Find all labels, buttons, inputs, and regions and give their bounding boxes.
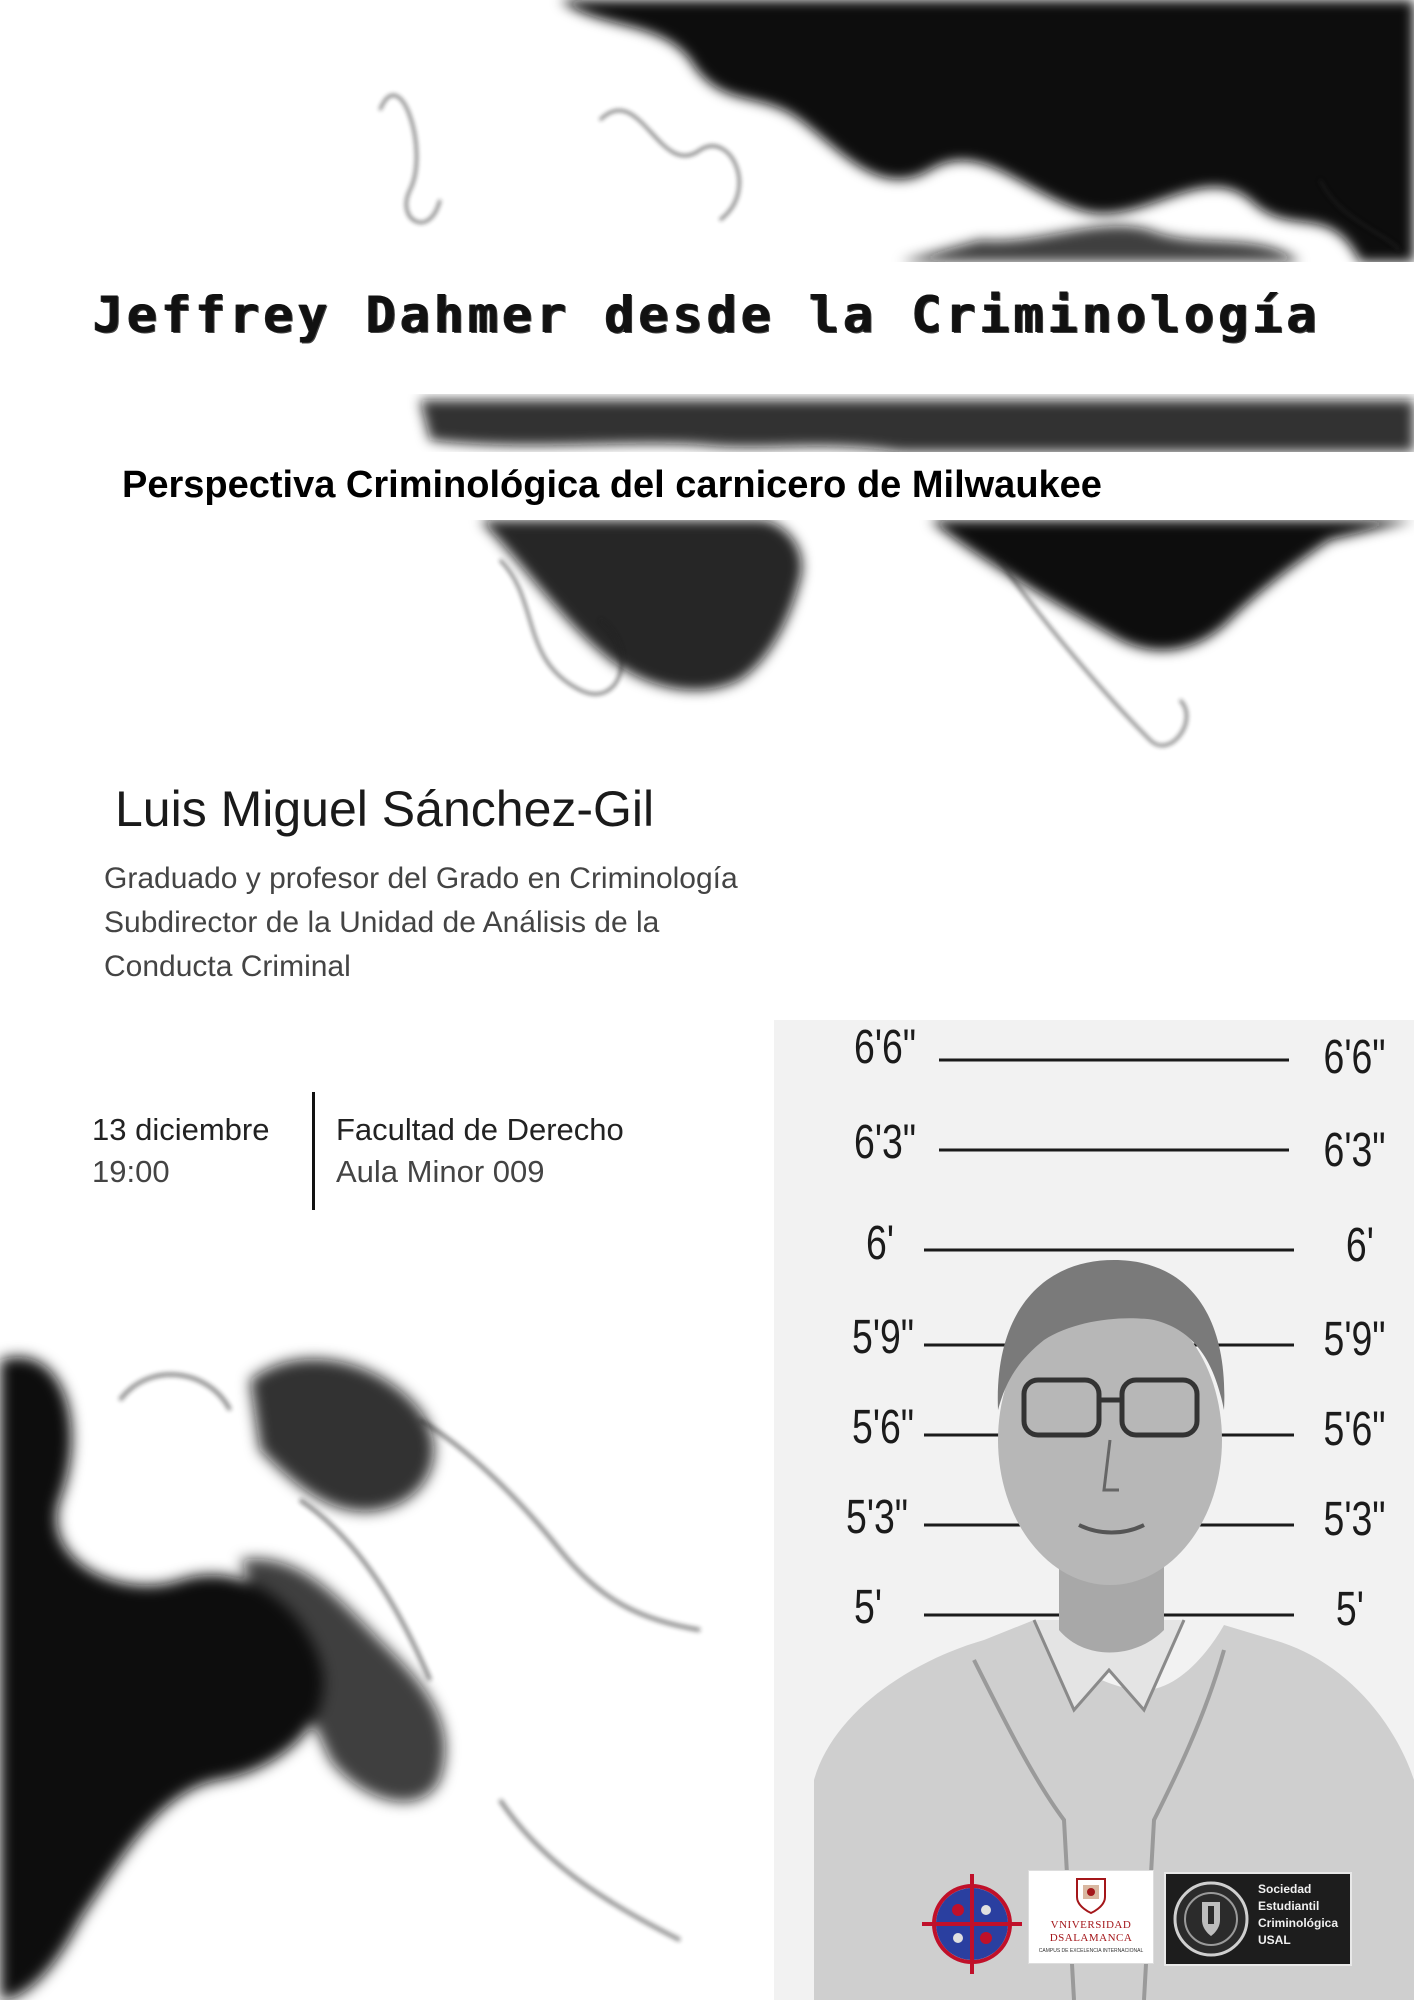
usal-logo-line2: DSALAMANCA bbox=[1049, 1932, 1133, 1944]
usal-logo-line1: VNIVERSIDAD bbox=[1050, 1919, 1132, 1931]
speaker-name: Luis Miguel Sánchez-Gil bbox=[115, 781, 655, 837]
height-label-right: 6'3" bbox=[1323, 1124, 1386, 1177]
crosshair-logo bbox=[918, 1870, 1026, 1978]
event-title: Jeffrey Dahmer desde la Criminología bbox=[93, 286, 1321, 344]
society-logo bbox=[1164, 1872, 1352, 1966]
speaker-role-line: Graduado y profesor del Grado en Criminología bbox=[104, 862, 738, 895]
event-room: Aula Minor 009 bbox=[336, 1154, 545, 1189]
height-label-left: 6'6" bbox=[854, 1021, 917, 1074]
height-label-left: 6' bbox=[866, 1217, 894, 1270]
event-subtitle: Perspectiva Criminológica del carnicero de Milwaukee bbox=[122, 464, 1102, 506]
society-seal-icon bbox=[1172, 1880, 1250, 1958]
height-label-left: 5' bbox=[854, 1581, 882, 1634]
society-logo-line4: USAL bbox=[1258, 1933, 1291, 1947]
height-label-left: 6'3" bbox=[854, 1116, 917, 1169]
society-logo-line2: Estudiantil bbox=[1258, 1899, 1320, 1913]
height-label-right: 5'9" bbox=[1323, 1313, 1386, 1366]
speaker-role-line: Conducta Criminal bbox=[104, 950, 351, 983]
height-label-right: 6' bbox=[1346, 1219, 1374, 1272]
event-venue: Facultad de Derecho bbox=[336, 1112, 624, 1147]
usal-crest-icon bbox=[1073, 1875, 1109, 1915]
height-label-left: 5'3" bbox=[846, 1491, 909, 1544]
ink-smoke-bottom bbox=[0, 1300, 780, 2000]
speaker-role-line: Subdirector de la Unidad de Análisis de la bbox=[104, 906, 660, 939]
society-logo-line1: Sociedad bbox=[1258, 1882, 1312, 1896]
mugshot-photo bbox=[774, 1020, 1414, 2000]
height-label-right: 5' bbox=[1336, 1583, 1364, 1636]
height-label-right: 5'6" bbox=[1323, 1403, 1386, 1456]
event-date: 13 diciembre bbox=[92, 1112, 270, 1147]
event-time: 19:00 bbox=[92, 1154, 170, 1189]
height-label-left: 5'6" bbox=[852, 1401, 915, 1454]
height-label-right: 6'6" bbox=[1323, 1031, 1386, 1084]
society-logo-line3: Criminológica bbox=[1258, 1916, 1339, 1930]
usal-logo bbox=[1028, 1870, 1154, 1964]
usal-logo-line3: CAMPUS DE EXCELENCIA INTERNACIONAL bbox=[1038, 1948, 1144, 1954]
height-label-right: 5'3" bbox=[1323, 1493, 1386, 1546]
info-divider bbox=[312, 1092, 315, 1210]
height-label-left: 5'9" bbox=[852, 1311, 915, 1364]
